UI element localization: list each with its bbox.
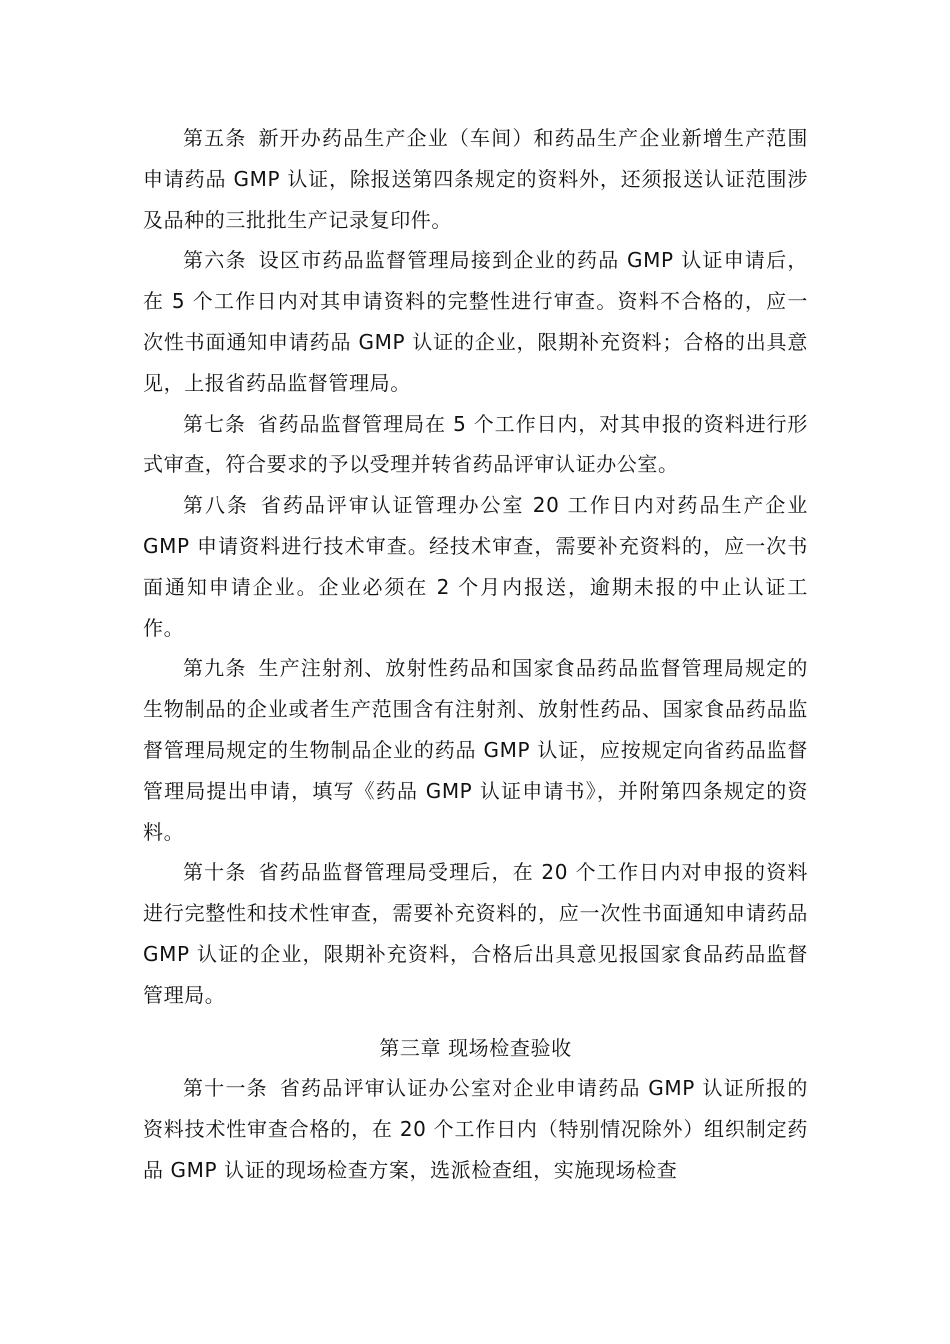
article-text: 省药品评审认证办公室对企业申请药品 GMP 认证所报的资料技术性审查合格的，在 20 个工作日内（特别情况除外）组织制定药品 GMP 认证的现场检查方案，选派检查组，实施现场检查 xyxy=(143,1076,808,1182)
article-10 xyxy=(143,852,808,1015)
chapter-heading: 第三章 现场检查验收 xyxy=(379,1035,572,1060)
article-label: 第六条 xyxy=(183,248,247,273)
article-text: 省药品监督管理局受理后，在 20 个工作日内对申报的资料进行完整性和技术性审查，需要补充资料的，应一次性书面通知申请药品 GMP 认证的企业，限期补充资料，合格后出具意见报国家食品药品监督管理局。 xyxy=(143,860,808,1007)
document-body xyxy=(143,118,808,1191)
article-8 xyxy=(143,485,808,648)
article-11 xyxy=(143,1068,808,1190)
article-label: 第七条 xyxy=(183,411,246,436)
article-text: 省药品评审认证管理办公室 20 工作日内对药品生产企业 GMP 申请资料进行技术审查。经技术审查，需要补充资料的，应一次书面通知申请企业。企业必须在 2 个月内报送，逾期未报的中止认证工作。 xyxy=(143,493,808,640)
article-7 xyxy=(143,404,808,486)
article-label: 第十条 xyxy=(183,860,247,885)
article-label: 第十一条 xyxy=(183,1076,268,1101)
article-9 xyxy=(143,648,808,852)
article-text: 新开办药品生产企业（车间）和药品生产企业新增生产范围申请药品 GMP 认证，除报送第四条规定的资料外，还须报送认证范围涉及品种的三批批生产记录复印件。 xyxy=(143,126,808,232)
article-label: 第八条 xyxy=(183,493,249,518)
article-label: 第五条 xyxy=(183,126,247,150)
article-text: 省药品监督管理局在 5 个工作日内，对其申报的资料进行形式审查，符合要求的予以受理并转省药品评审认证办公室。 xyxy=(143,411,808,477)
article-5 xyxy=(143,118,808,240)
article-text: 生产注射剂、放射性药品和国家食品药品监督管理局规定的生物制品的企业或者生产范围含有注射剂、放射性药品、国家食品药品监督管理局规定的生物制品企业的药品 GMP 认证，应按规定向省药品监督管理局提出申请，填写《药品 GMP 认证申请书》，并附第四条规定的资料。 xyxy=(143,656,808,844)
article-label: 第九条 xyxy=(183,656,247,681)
article-text: 设区市药品监督管理局接到企业的药品 GMP 认证申请后，在 5 个工作日内对其申请资料的完整性进行审查。资料不合格的，应一次性书面通知申请药品 GMP 认证的企业，限期补充资料；合格的出具意见，上报省药品监督管理局。 xyxy=(143,248,808,395)
article-6 xyxy=(143,240,808,403)
